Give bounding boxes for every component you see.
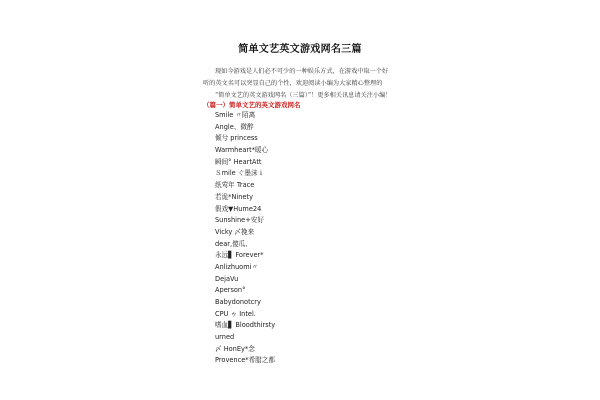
list-item: 假戏▼Hume24 bbox=[215, 204, 262, 213]
list-item: urned bbox=[215, 333, 235, 342]
list-item: DejaVu bbox=[215, 274, 239, 283]
list-item: 纸莺年 Trace bbox=[215, 181, 255, 190]
list-item: Vicky 〆挽来 bbox=[215, 227, 255, 236]
intro-line: 听的英文名可以突显自己的个性，欢迎阅读小编为大家精心整理的 bbox=[203, 80, 383, 87]
list-item: Anlizhuomi〃 bbox=[215, 262, 259, 271]
list-item: Smile 〃陌离 bbox=[215, 111, 256, 119]
list-item: Warmheart*暖心 bbox=[215, 146, 269, 155]
list-item: Angle、微醉 bbox=[215, 122, 254, 131]
intro-line: “简单文艺的英文游戏网名（三篇）”！更多相关讯息请关注小编！ bbox=[215, 92, 392, 99]
list-item: 瞬间° HeartAtt bbox=[215, 157, 262, 166]
list-item: dear,傻瓜、 bbox=[215, 239, 252, 248]
list-item: Provence*希腊之都 bbox=[215, 356, 275, 365]
list-item: 〆 HonEy*念 bbox=[215, 344, 255, 353]
list-item: CPU ゥ Intel. bbox=[215, 309, 256, 318]
list-item: 永远▋ Forever* bbox=[215, 251, 264, 260]
name-list bbox=[215, 110, 275, 367]
list-item: Aperson° bbox=[215, 286, 246, 295]
list-item: 若诡*Ninety bbox=[215, 192, 253, 201]
list-item: 嗜血▋ Bloodthirsty bbox=[215, 321, 276, 330]
list-item: 倾兮 princess bbox=[215, 134, 258, 143]
intro-paragraph bbox=[203, 66, 433, 102]
list-item: Sunshine+安好 bbox=[215, 216, 264, 225]
section-heading: （篇一）简单文艺的英文游戏网名 bbox=[203, 101, 301, 109]
document-title: 简单文艺英文游戏网名三篇 bbox=[238, 44, 362, 55]
list-item: Babydonotcry bbox=[215, 298, 261, 306]
list-item: Ｓmile ぐ墨沫ｉ bbox=[215, 169, 265, 178]
intro-line: 现如今游戏是人们必不可少的一种娱乐方式，在游戏中取一个好 bbox=[215, 68, 389, 75]
